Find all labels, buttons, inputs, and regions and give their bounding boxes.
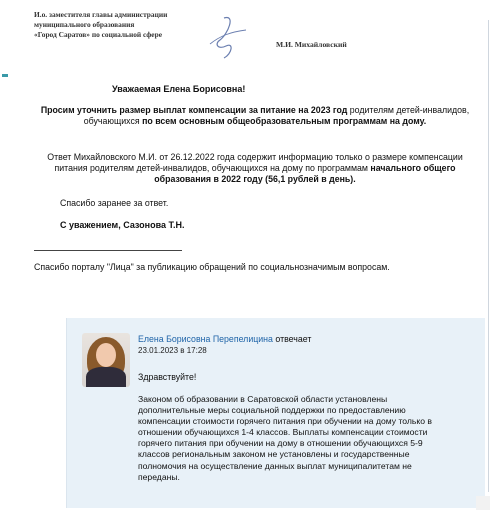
letter-thanks: Спасибо заранее за ответ. — [60, 198, 169, 208]
author-name-link[interactable]: Елена Борисовна Перепелицина — [138, 334, 273, 344]
divider — [34, 250, 182, 251]
letterhead-line: муниципального образования — [34, 20, 135, 30]
letter-regards: С уважением, Сазонова Т.Н. — [60, 220, 185, 230]
answer-author: Елена Борисовна Перепелицина отвечает — [138, 334, 312, 344]
letter-request: Просим уточнить размер выплат компенсации за питание на 2023 год родителям детей-инвалидов, обучающихся по всем основным общеобразовательным программам на дому. — [40, 105, 470, 127]
letter-greeting: Уважаемая Елена Борисовна! — [112, 84, 246, 94]
letter-answer-note: Ответ Михайловского М.И. от 26.12.2022 года содержит информацию только о размере компенсации питания родителям детей-инвалидов, обучающихся на дому по программам начального общего образования в 2022 году (56,1 рублей в день). — [47, 152, 463, 185]
answer-body: Законом об образовании в Саратовской области установлены дополнительные меры социальной поддержки по предоставлению компенсации стоимости горячего питания при обучении на дому только в отношении обучающихся 1-4 классов. Выплаты компенсации стоимости горячего питания при обучении на дому в отношении обучающихся 5-9 классов региональным законом не установлены и государственные полномочия на осуществление данных выплат муниципалитетам не переданы. — [138, 394, 432, 482]
signatory-name: М.И. Михайловский — [276, 40, 347, 49]
portal-thanks: Спасибо порталу "Лица" за публикацию обращений по социальнозначимым вопросам. — [34, 262, 390, 272]
avatar[interactable] — [82, 333, 130, 387]
rail-marker — [2, 74, 8, 77]
scrollbar-corner — [476, 496, 490, 510]
answer-timestamp: 23.01.2023 в 17:28 — [138, 346, 207, 355]
answer-greeting: Здравствуйте! — [138, 372, 197, 382]
letterhead-line: «Город Саратов» по социальной сфере — [34, 30, 162, 40]
left-rail — [0, 0, 22, 510]
handwritten-signature — [206, 14, 254, 60]
letterhead-line: И.о. заместителя главы администрации — [34, 10, 168, 19]
